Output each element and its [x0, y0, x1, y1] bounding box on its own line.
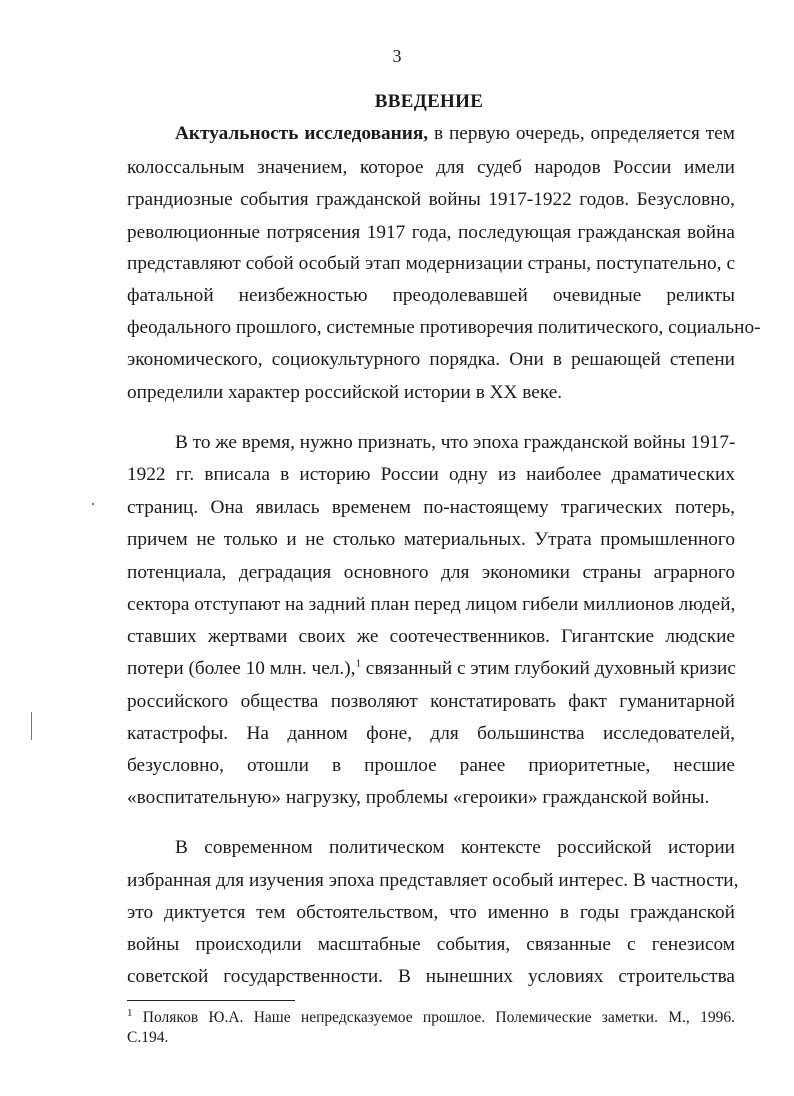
lead-bold-text: Актуальность исследования, [175, 123, 429, 144]
scan-speck [92, 503, 94, 505]
text-line: сектора отступают на задний план перед лицом гибели миллионов людей, [127, 594, 736, 615]
text-line: Актуальность исследования, в первую очередь, определяется тем [175, 123, 735, 144]
text-line: В современном политическом контексте российской истории [175, 837, 735, 858]
text-line: феодального прошлого, системные противоречия политического, социально- [127, 317, 761, 338]
footnote-reference[interactable]: 1 [355, 657, 361, 670]
text-line: представляют собой особый этап модернизации страны, поступательно, с [127, 253, 735, 274]
text-line: грандиозные события гражданской войны 1917-1922 годов. Безусловно, [127, 189, 735, 210]
text-line: В то же время, нужно признать, что эпоха гражданской войны 1917- [175, 432, 736, 453]
footnote-number: 1 [127, 1006, 133, 1019]
footnote-line: С.194. [127, 1029, 169, 1046]
text-line: «воспитательную» нагрузку, проблемы «героики» гражданской войны. [127, 787, 710, 808]
text-line: избранная для изучения эпоха представляет особый интерес. В частности, [127, 870, 739, 891]
text-line: экономического, социокультурного порядка. Они в решающей степени [127, 349, 735, 370]
text-line: советской государственности. В нынешних условиях строительства [127, 966, 735, 987]
text-line: ставших жертвами своих же соотечественников. Гигантские людские [127, 626, 735, 647]
text-line: потенциала, деградация основного для экономики страны аграрного [127, 562, 735, 583]
text-line: революционные потрясения 1917 года, последующая гражданская война [127, 222, 735, 243]
text-line: войны происходили масштабные события, связанные с генезисом [127, 934, 735, 955]
text-line: это диктуется тем обстоятельством, что именно в годы гражданской [127, 902, 735, 923]
text-line: причем не только и не столько материальных. Утрата промышленного [127, 529, 735, 550]
scan-mark [31, 712, 32, 740]
text-line: колоссальным значением, которое для судеб народов России имели [127, 157, 735, 178]
section-heading: ВВЕДЕНИЕ [374, 91, 484, 112]
text-line: определили характер российской истории в XX веке. [127, 382, 563, 403]
footnote-separator [127, 1000, 295, 1001]
text-line: российского общества позволяют констатировать факт гуманитарной [127, 691, 735, 712]
text-line: 1922 гг. вписала в историю России одну из наиболее драматических [127, 464, 735, 485]
text-line: страниц. Она явилась временем по-настоящему трагических потерь, [127, 497, 735, 518]
footnote-line: $^1$ Поляков Ю.А. Наше непредсказуемое прошлое. Полемические заметки. М., 1996. [127, 1006, 735, 1026]
text-line: фатальной неизбежностью преодолевавшей очевидные реликты [127, 285, 735, 306]
text-line: катастрофы. На данном фоне, для большинства исследователей, [127, 723, 735, 744]
text-line: безусловно, отошли в прошлое ранее приоритетные, несшие [127, 755, 735, 776]
page-number: 3 [392, 46, 402, 66]
text-line: потери (более 10 млн. чел.),$^1$ связанный с этим глубокий духовный кризис [127, 657, 736, 679]
